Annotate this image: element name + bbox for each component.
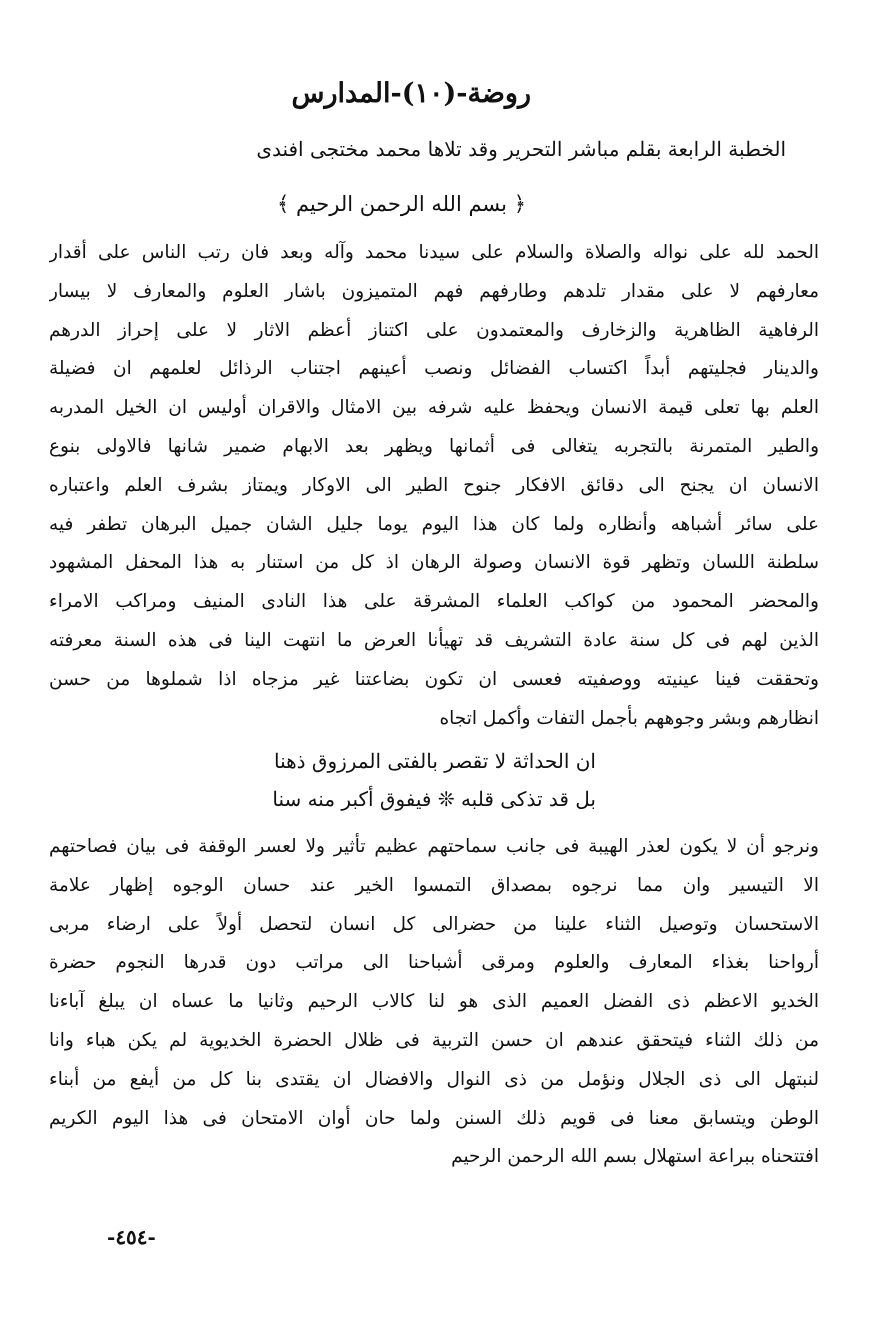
text-line: ونرجو أن لا يكون لعذر الهيبة فى جانب سماحتهم عظيم تأثير ولا لعسر الوقفة فى بيان فصاحتهم	[49, 836, 819, 857]
paragraph-2	[49, 828, 819, 1177]
text-line: معارفهم لا على مقدار تلدهم وطارفهم فهم المتميزون باشار العلوم والمعارف لا بيسار	[49, 280, 819, 302]
text-line: الانسان ان يجنح الى دقائق الافكار جنوح الطير الى الاوكار ويمتاز بشرف العلم واعتباره	[49, 474, 819, 496]
text-line: أرواحنا بغذاء المعارف والعلوم ومرقى أشباحنا الى مراتب دون قدرها النجوم حضرة	[49, 952, 819, 974]
page-title: روضة-(١٠)-المدارس	[291, 78, 531, 109]
text-line: والمحضر المحمود من كواكب العلماء المشرقة على هذا النادى المنيف ومراكب الامراء	[49, 591, 819, 613]
text-line: وتحققت فينا عينيته ووصفيته فعسى ان تكون بضاعتنا غير مزجاه اذا شملوها من حسن	[49, 668, 819, 690]
verse-line-2: بل قد تذكى قلبه ❊ فيفوق أكبر منه سنا	[272, 787, 596, 811]
text-line: على سائر أشباهه وأنظاره ولما كان هذا اليوم يوما جليل الشان جميل البرهان تطفر فيه	[49, 513, 819, 535]
text-line: والطير المتمرنة بالتجربه يتغالى فى أثمانها ويظهر بعد الابهام ضمير شانها فالاولى بنوع	[49, 435, 819, 457]
text-line: الحمد لله على نواله والصلاة والسلام على سيدنا محمد وآله وبعد فان رتب الناس على أقدار	[49, 242, 819, 263]
speech-subtitle: الخطبة الرابعة بقلم مباشر التحرير وقد تلاها محمد مختجى افندى	[256, 137, 786, 161]
verse-line-1: ان الحداثة لا تقصر بالفتى المرزوق ذهنا	[273, 749, 596, 773]
text-line: انظارهم وبشر وجوههم بأجمل التفات وأكمل اتجاه	[439, 707, 819, 729]
text-line: العلم بها تعلى قيمة الانسان ويحفظ عليه شرفه بين الامثال والاقران أوليس ان الخيل المدربه	[49, 397, 819, 419]
text-line: الذين لهم فى كل سنة عادة التشريف قد تهيأنا العرض ما انتهت الينا فى هذه السنة معرفته	[49, 629, 819, 651]
basmala-heading: ﴿ بسم الله الرحمن الرحيم ﴾	[276, 192, 526, 216]
text-line: سلطنة اللسان وتظهر قوة الانسان وصولة الرهان اذ كل من استنار به هذا المحفل المشهود	[49, 552, 819, 574]
text-line: الوطن ويتسابق معنا فى قويم ذلك السنن ولما حان أوان الامتحان فى هذا اليوم الكريم	[49, 1107, 819, 1129]
text-line: الرفاهية الظاهرية والزخارف والمعتمدون على اكتناز أعظم الاثار لا على إحراز الدرهم	[49, 319, 819, 341]
text-line: لنبتهل الى ذى الجلال ونؤمل من ذى النوال والافضال ان يقتدى بنا كل من أيفع من أبناء	[49, 1068, 819, 1090]
text-line: والدينار فجليتهم أبداً اكتساب الفضائل ونصب أعينهم اجتناب الرذائل لعلمهم ان فضيلة	[49, 358, 819, 380]
text-line: الاستحسان وتوصيل الثناء علينا من حضرالى كل انسان لتحصل أولاً على ارضاء مربى	[49, 913, 819, 935]
text-line: الخديو الاعظم ذى الفضل العميم الذى هو لنا كالاب الرحيم وثانيا ما عساه ان يبلغ آباءنا	[49, 991, 819, 1013]
page-number: -٤٥٤-	[107, 1225, 156, 1249]
paragraph-1	[49, 234, 819, 738]
text-line: افتتحناه ببراعة استهلال بسم الله الرحمن الرحيم	[451, 1146, 819, 1168]
text-line: الا التيسير وان مما نرجوه بمصداق التمسوا الخير عند حسان الوجوه إظهار علامة	[49, 874, 819, 896]
text-line: من ذلك الثناء فيتحقق عندهم ان حسن التربية فى ظلال الحضرة الخديوية لم يكن هباء وانا	[49, 1029, 819, 1051]
